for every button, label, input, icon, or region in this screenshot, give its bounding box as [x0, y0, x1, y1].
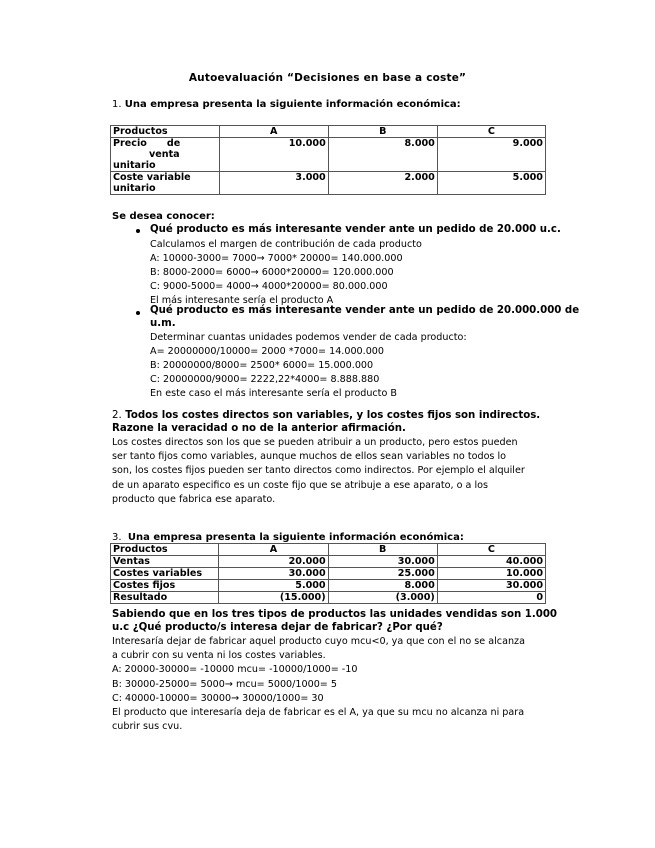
cell-value: 2.000	[328, 172, 437, 195]
q2-heading-l1	[112, 410, 540, 421]
header-productos: Productos	[111, 126, 220, 138]
table-row	[111, 592, 546, 604]
bullet-2-answer	[150, 331, 467, 401]
table-header-row	[111, 126, 546, 138]
answer-line: El producto que interesaría deja de fabricar es el A, ya que su mcu no alcanza ni para	[112, 707, 525, 719]
cell-value: 10.000	[437, 568, 545, 580]
row-label: Ventas	[111, 556, 219, 568]
cell-value: 9.000	[437, 138, 545, 172]
answer-line: son, los costes fijos pueden ser tanto directos como indirectos. Por ejemplo el alquiler	[112, 465, 525, 477]
answer-line: En este caso el más interesante sería el producto B	[150, 388, 397, 399]
cell-value: 25.000	[328, 568, 437, 580]
q2-heading-text: Todos los costes directos son variables, y los costes fijos son indirectos.	[125, 410, 541, 421]
table-header-row	[111, 544, 546, 556]
label-line: unitario	[113, 160, 156, 171]
answer-line: a cubrir con su venta ni los costes variables.	[112, 650, 326, 662]
answer-line: B: 8000-2000= 6000→ 6000*20000= 120.000.000	[150, 267, 394, 278]
q2-heading-l2: Razone la veracidad o no de la anterior afirmación.	[112, 423, 406, 434]
header-c: C	[437, 544, 545, 556]
cell-value: 3.000	[219, 172, 328, 195]
answer-line: A= 20000000/10000= 2000 *7000= 14.000.000	[150, 346, 385, 357]
q2-answer	[112, 436, 552, 507]
q3-question-l2: u.c ¿Qué producto/s interesa dejar de fabricar? ¿Por qué?	[112, 622, 443, 633]
answer-line: cubrir sus cvu.	[112, 721, 183, 733]
bullet-1-question: Qué producto es más interesante vender ante un pedido de 20.000 u.c.	[150, 224, 561, 235]
q1-table	[110, 125, 546, 195]
table-row	[111, 580, 546, 592]
answer-line: A: 20000-30000= -10000 mcu= -10000/1000= -10	[112, 664, 358, 676]
row-label-coste	[111, 172, 220, 195]
cell-value: 20.000	[219, 556, 328, 568]
header-productos: Productos	[111, 544, 219, 556]
cell-value: 5.000	[219, 580, 328, 592]
q3-heading	[112, 532, 464, 543]
label-line: Coste variable	[113, 172, 191, 183]
bullet-2-question-l1: Qué producto es más interesante vender ante un pedido de 20.000.000 de	[150, 305, 580, 316]
answer-line: C: 9000-5000= 4000→ 4000*20000= 80.000.000	[150, 281, 388, 292]
bullet-icon	[136, 311, 140, 315]
answer-line: Los costes directos son los que se pueden atribuir a un producto, pero estos pueden	[112, 437, 518, 448]
q3-number: 3.	[112, 532, 122, 543]
cell-value: 5.000	[437, 172, 545, 195]
q1-heading	[112, 99, 461, 110]
q3-table	[110, 543, 546, 604]
bullet-2-question-l2: u.m.	[150, 318, 176, 329]
row-label: Costes variables	[111, 568, 219, 580]
answer-line: C: 20000000/9000= 2222,22*4000= 8.888.880	[150, 374, 380, 385]
q2-number: 2.	[112, 410, 122, 421]
answer-line: Interesaría dejar de fabricar aquel producto cuyo mcu<0, ya que con el no se alcanza	[112, 636, 525, 647]
cell-value: 30.000	[219, 568, 328, 580]
table-row	[111, 138, 546, 172]
q1-intro: Se desea conocer:	[112, 211, 215, 222]
row-label: Resultado	[111, 592, 219, 604]
answer-line: ser tanto fijos como variables, aunque muchos de ellos sean variables no todos lo	[112, 451, 507, 463]
cell-value: (3.000)	[328, 592, 437, 604]
label-line: Precio de	[113, 138, 181, 149]
header-a: A	[219, 126, 328, 138]
answer-line: B: 20000000/8000= 2500* 6000= 15.000.000	[150, 360, 374, 371]
header-c: C	[437, 126, 545, 138]
document-title: Autoevaluación “Decisiones en base a coste”	[188, 72, 467, 84]
answer-line: Calculamos el margen de contribución de cada producto	[150, 239, 422, 250]
q3-question-l1: Sabiendo que en los tres tipos de productos las unidades vendidas son 1.000	[112, 609, 558, 620]
q1-number: 1.	[112, 99, 122, 110]
label-line: venta	[149, 149, 180, 160]
answer-line: B: 30000-25000= 5000→ mcu= 5000/1000= 5	[112, 678, 337, 690]
cell-value: 10.000	[219, 138, 328, 172]
table-row	[111, 172, 546, 195]
answer-line: A: 10000-3000= 7000→ 7000* 20000= 140.000.000	[150, 253, 403, 264]
q3-heading-text: Una empresa presenta la siguiente información económica:	[127, 532, 464, 543]
header-a: A	[219, 544, 328, 556]
row-label: Costes fijos	[111, 580, 219, 592]
answer-line: producto que fabrica ese aparato.	[112, 493, 276, 505]
q3-answer	[112, 635, 552, 734]
table-row	[111, 568, 546, 580]
answer-line: El más interesante sería el producto A	[150, 295, 334, 306]
cell-value: 0	[437, 592, 545, 604]
q1-heading-text: Una empresa presenta la siguiente información económica:	[124, 99, 461, 110]
cell-value: 30.000	[437, 580, 545, 592]
cell-value: (15.000)	[219, 592, 328, 604]
cell-value: 40.000	[437, 556, 545, 568]
header-b: B	[328, 126, 437, 138]
answer-line: Determinar cuantas unidades podemos vender de cada producto:	[150, 332, 467, 343]
cell-value: 8.000	[328, 138, 437, 172]
table-row	[111, 556, 546, 568]
bullet-icon	[136, 229, 140, 233]
answer-line: de un aparato especifico es un coste fijo que se atribuje a ese aparato, o a los	[112, 479, 488, 491]
bullet-1-answer	[150, 238, 422, 308]
label-line: unitario	[113, 183, 156, 194]
cell-value: 30.000	[328, 556, 437, 568]
answer-line: C: 40000-10000= 30000→ 30000/1000= 30	[112, 692, 324, 704]
cell-value: 8.000	[328, 580, 437, 592]
header-b: B	[328, 544, 437, 556]
row-label-precio	[111, 138, 220, 172]
